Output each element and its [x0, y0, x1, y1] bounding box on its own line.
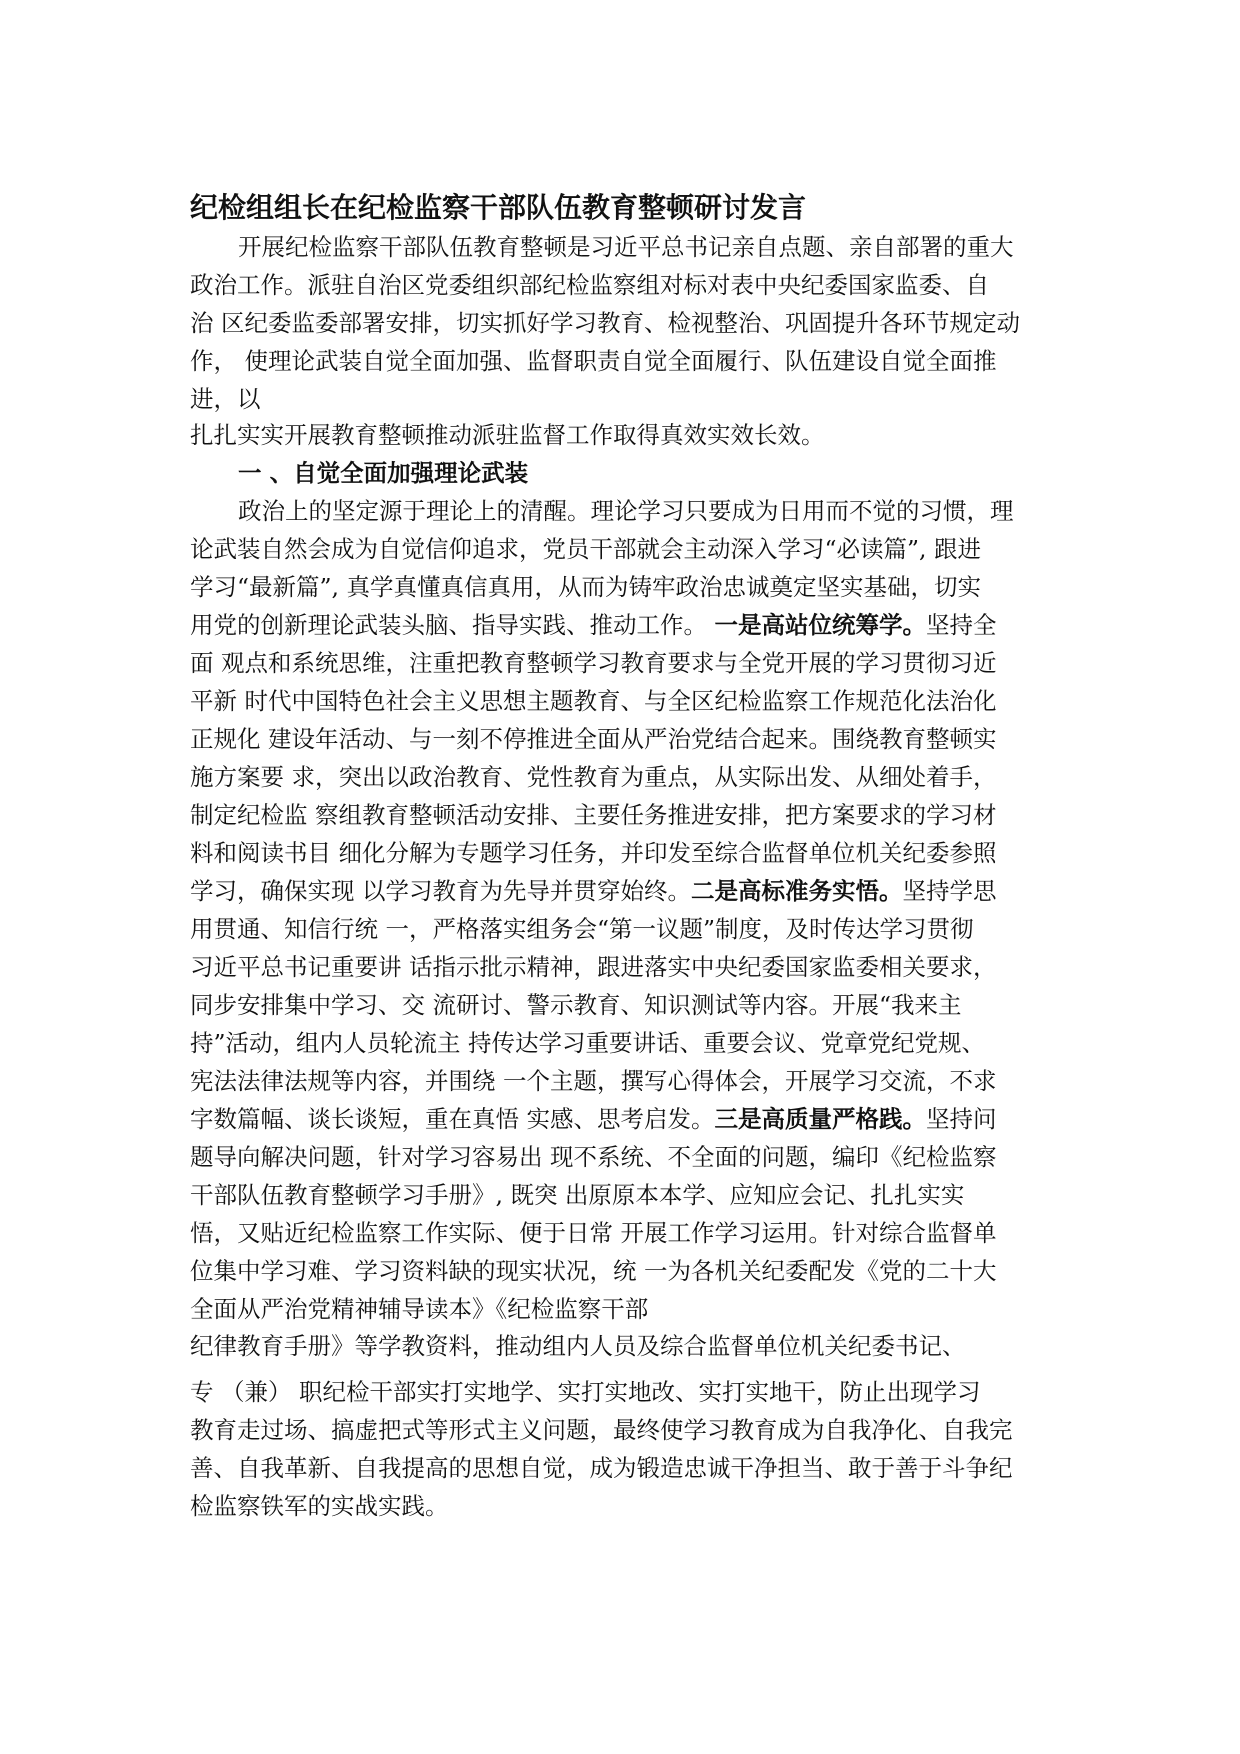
body-line: 专 （兼） 职纪检干部实打实地学、实打实地改、实打实地干，防止出现学习 [190, 1378, 981, 1406]
body-text: 坚持问 [925, 1105, 997, 1133]
body-line: 教育走过场、搞虚把式等形式主义问题，最终使学习教育成为自我净化、自我完 [190, 1416, 1013, 1444]
intro-line: 扎扎实实开展教育整顿推动派驻监督工作取得真效实效长效。 [190, 421, 825, 449]
body-line [190, 872, 1070, 910]
intro-line: 作， 使理论武装自觉全面加强、监督职责自觉全面履行、队伍建设自觉全面推 [190, 347, 997, 375]
point-two-heading: 二是高标准务实悟。 [690, 877, 903, 905]
intro-line: 治 区纪委监委部署安排，切实抓好学习教育、检视整治、巩固提升各环节规定动 [190, 309, 1020, 337]
body-line: 宪法法律法规等内容，并围绕 一个主题，撰写心得体会，开展学习交流，不求 [190, 1067, 997, 1095]
body-line: 施方案要 求，突出以政治教育、党性教育为重点，从实际出发、从细处着手， [190, 763, 997, 791]
point-one-heading: 一是高站位统筹学。 [714, 611, 926, 639]
body-line: 用贯通、知信行统 一，严格落实组务会“第一议题”制度，及时传达学习贯彻 [190, 915, 974, 943]
body-line: 制定纪检监 察组教育整顿活动安排、主要任务推进安排，把方案要求的学习材 [190, 801, 997, 829]
point-three-heading: 三是高质量严格践。 [714, 1105, 926, 1133]
body-line: 检监察铁军的实战实践。 [190, 1492, 449, 1520]
body-line: 全面从严治党精神辅导读本》《纪检监察干部 [190, 1295, 649, 1323]
body-text: 坚持学思 [902, 877, 997, 905]
body-line: 位集中学习难、学习资料缺的现实状况，统 一为各机关纪委配发《党的二十大 [190, 1257, 997, 1285]
body-line: 政治上的坚定源于理论上的清醒。理论学习只要成为日用而不觉的习惯，理 [238, 497, 1014, 525]
body-text: 字数篇幅、谈长谈短，重在真悟 实感、思考启发。 [190, 1105, 715, 1133]
body-line: 干部队伍教育整顿学习手册》, 既突 出原原本本学、应知应会记、扎扎实实 [190, 1181, 965, 1209]
body-line: 同步安排集中学习、交 流研讨、警示教育、知识测试等内容。开展“我来主 [190, 991, 962, 1019]
body-line: 学习“最新篇”, 真学真懂真信真用，从而为铸牢政治忠诚奠定坚实基础，切实 [190, 573, 981, 601]
body-text: 学习，确保实现 以学习教育为先导并贯穿始终。 [190, 877, 691, 905]
body-text: 用党的创新理论武装头脑、指导实践、推动工作。 [190, 611, 715, 639]
body-line: 正规化 建设年活动、与一刻不停推进全面从严治党结合起来。围绕教育整顿实 [190, 725, 997, 753]
body-line: 持”活动，组内人员轮流主 持传达学习重要讲话、重要会议、党章党纪党规、 [190, 1029, 985, 1057]
body-line: 料和阅读书目 细化分解为专题学习任务，并印发至综合监督单位机关纪委参照 [190, 839, 997, 867]
intro-line: 政治工作。派驻自治区党委组织部纪检监察组对标对表中央纪委国家监委、自 [190, 271, 989, 299]
body-line [190, 606, 1070, 644]
intro-line: 开展纪检监察干部队伍教育整顿是习近平总书记亲自点题、亲自部署的重大 [238, 233, 1014, 261]
body-line: 论武装自然会成为自觉信仰追求，党员干部就会主动深入学习“必读篇”, 跟进 [190, 535, 981, 563]
body-line [190, 1100, 1070, 1138]
body-line: 悟，又贴近纪检监察工作实际、便于日常 开展工作学习运用。针对综合监督单 [190, 1219, 997, 1247]
body-line: 题导向解决问题，针对学习容易出 现不系统、不全面的问题，编印《纪检监察 [190, 1143, 997, 1171]
body-line: 善、自我革新、自我提高的思想自觉，成为锻造忠诚干净担当、敢于善于斗争纪 [190, 1454, 1013, 1482]
body-text: 坚持全 [925, 611, 997, 639]
body-line: 习近平总书记重要讲 话指示批示精神，跟进落实中央纪委国家监委相关要求， [190, 953, 997, 981]
document-title: 纪检组组长在纪检监察干部队伍教育整顿研讨发言 [190, 191, 807, 224]
section-heading: 一 、自觉全面加强理论武装 [238, 459, 529, 487]
body-line: 面 观点和系统思维，注重把教育整顿学习教育要求与全党开展的学习贯彻习近 [190, 649, 997, 677]
intro-line: 进，以 [190, 385, 261, 413]
body-line: 纪律教育手册》等学教资料，推动组内人员及综合监督单位机关纪委书记、 [190, 1332, 966, 1360]
body-line: 平新 时代中国特色社会主义思想主题教育、与全区纪检监察工作规范化法治化 [190, 687, 997, 715]
